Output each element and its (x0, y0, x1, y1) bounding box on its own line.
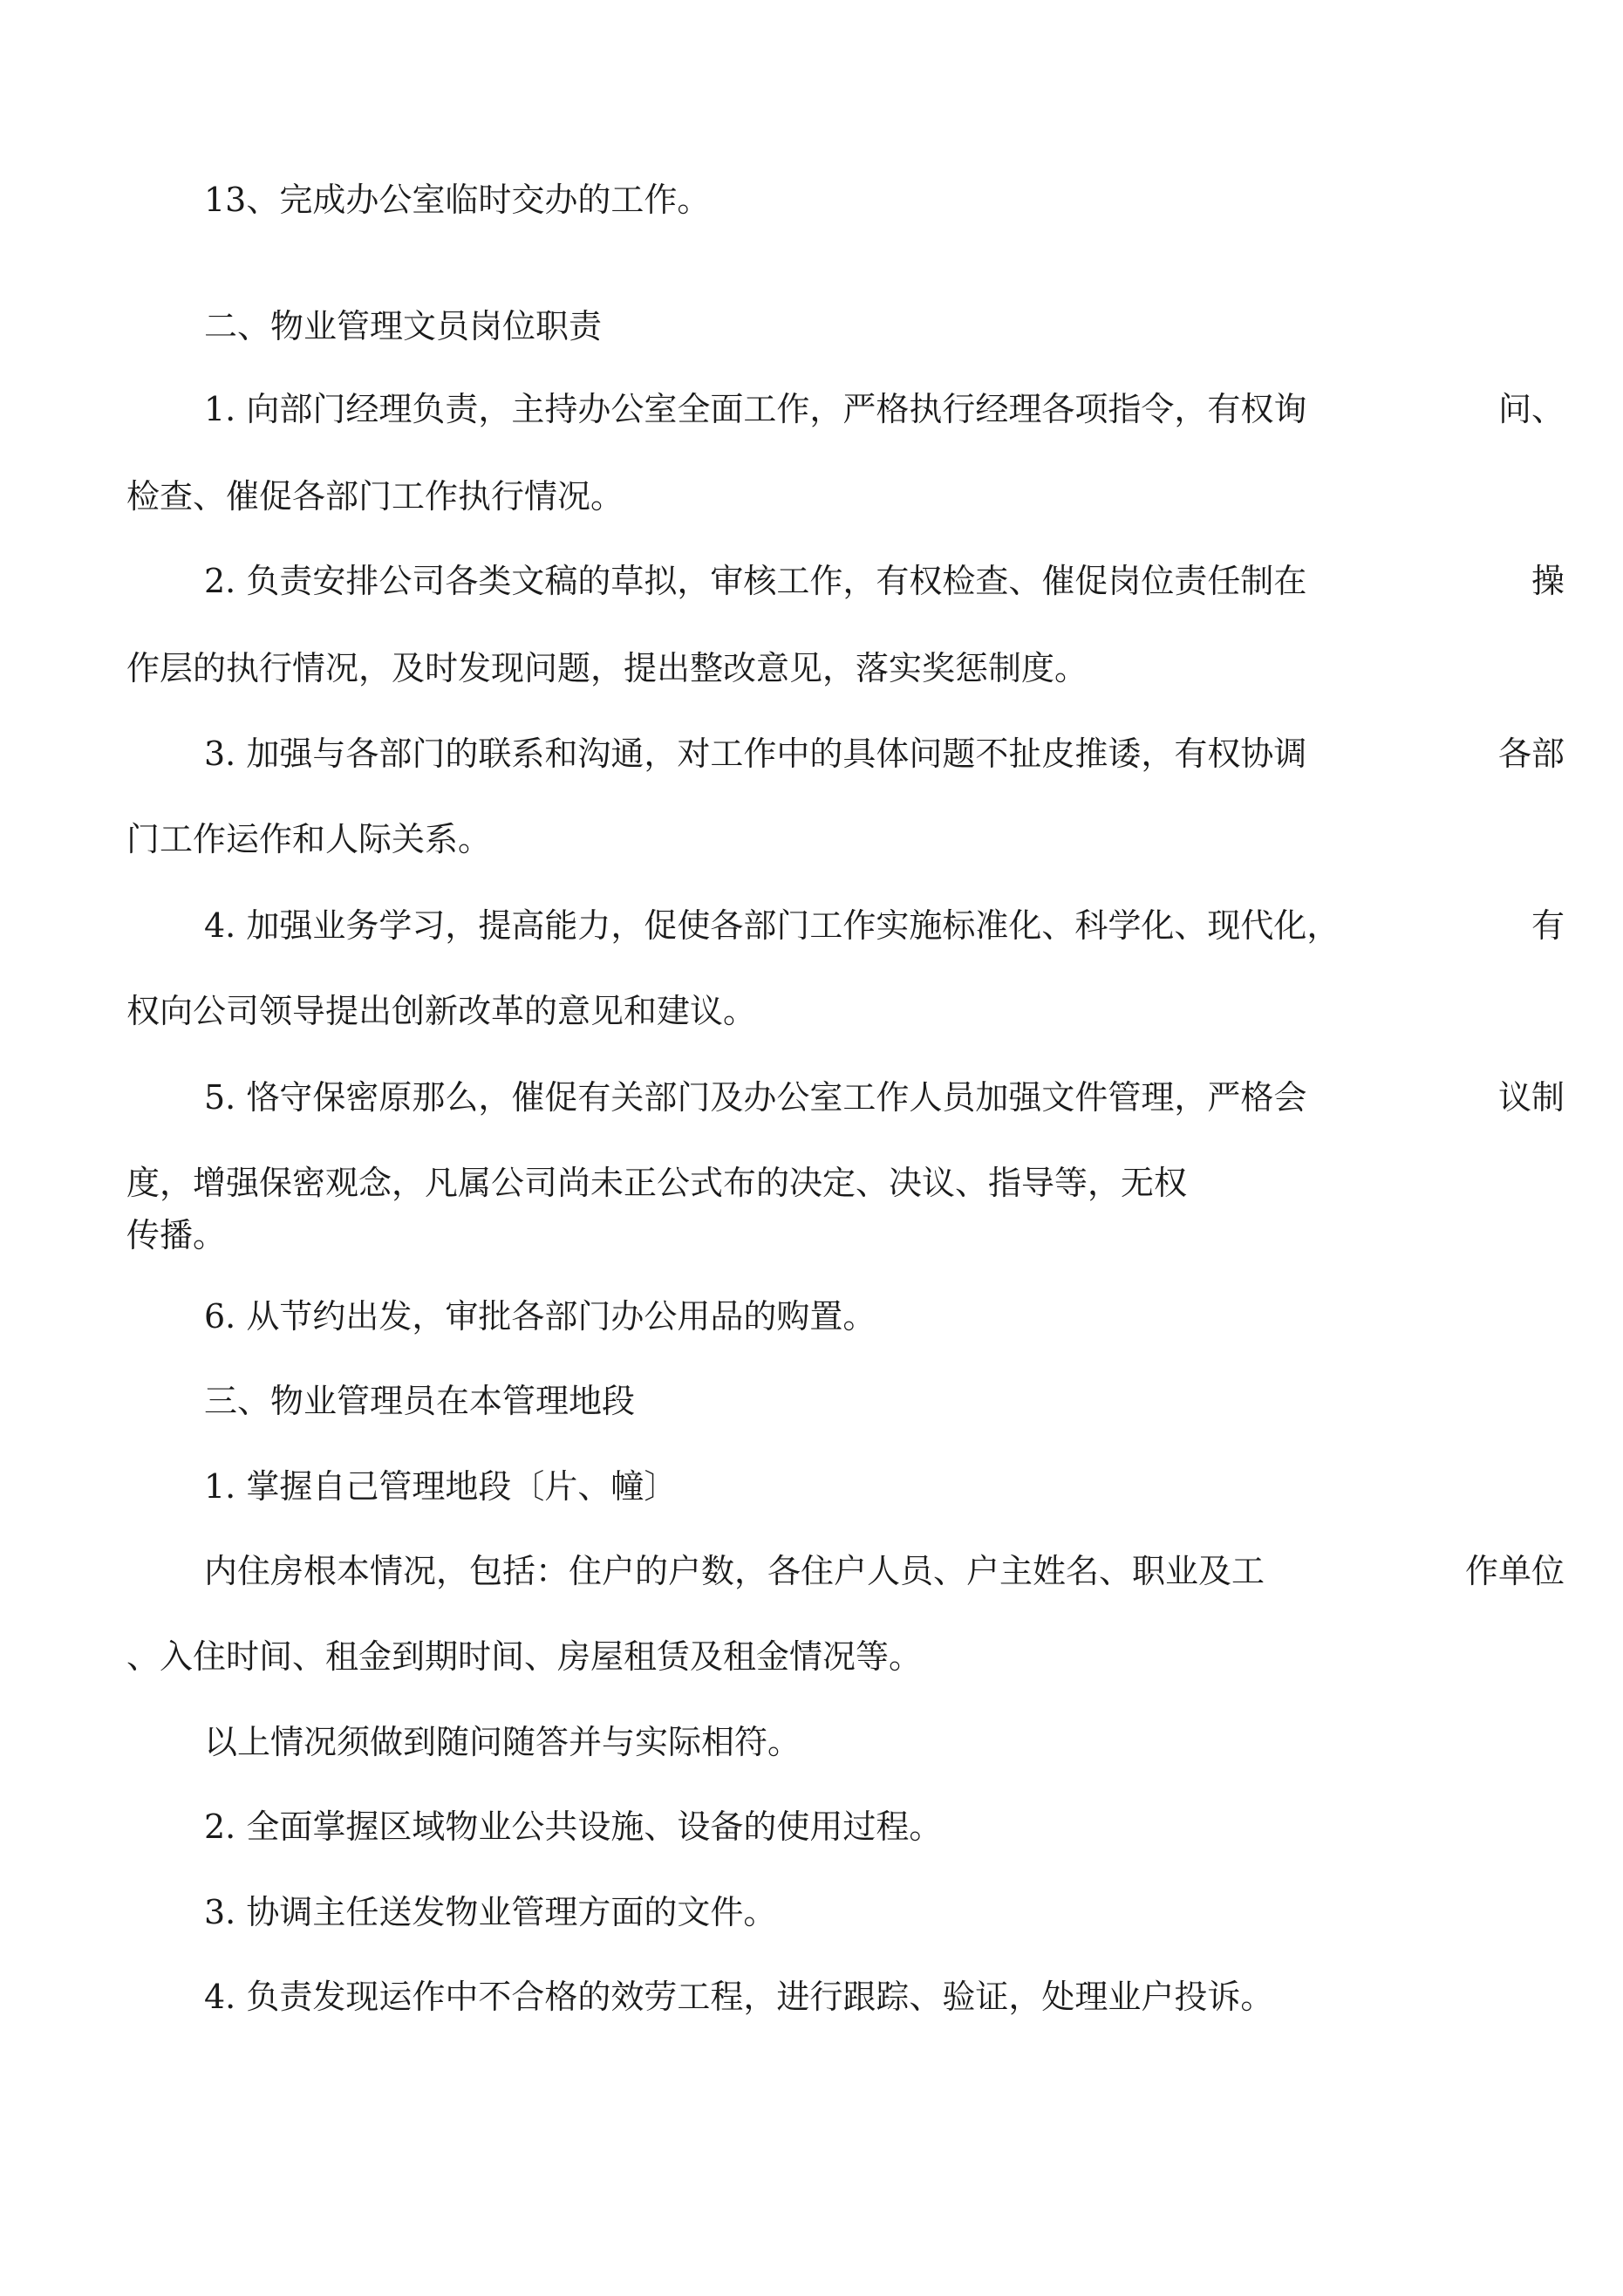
s2-p5-line1: 5. 恪守保密原那么，催促有关部门及办公室工作人员加强文件管理，严格会 议制 (204, 1078, 1565, 1117)
s2-p5-line3: 传播。 (126, 1216, 227, 1254)
s3-p1-note: 以上情况须做到随问随答并与实际相符。 (204, 1723, 801, 1761)
s3-p1-detail-line1: 内住房根本情况，包括：住户的户数，各住户人员、户主姓名、职业及工 作单位 (204, 1552, 1565, 1590)
item-13: 13、完成办公室临时交办的工作。 (204, 181, 711, 219)
s2-p2-line1: 2. 负责安排公司各类文稿的草拟，审核工作，有权检查、催促岗位责任制在 操 (204, 562, 1565, 600)
s3-p1-detail-line2: 、入住时间、租金到期时间、房屋租赁及租金情况等。 (126, 1637, 923, 1676)
s2-p1-line2: 检查、催促各部门工作执行情况。 (126, 477, 624, 516)
s2-p5-line2: 度，增强保密观念，凡属公司尚未正公式布的决定、决议、指导等，无权 (126, 1164, 1188, 1202)
s2-p1-line1: 1. 向部门经理负责，主持办公室全面工作，严格执行经理各项指令，有权询 问、 (204, 390, 1565, 428)
s2-p3-line2: 门工作运作和人际关系。 (126, 820, 492, 858)
s2-p3-line1: 3. 加强与各部门的联系和沟通，对工作中的具体问题不扯皮推诿，有权协调 各部 (204, 735, 1565, 773)
s2-p6: 6. 从节约出发，审批各部门办公用品的购置。 (204, 1297, 876, 1336)
section-2-title: 二、物业管理文员岗位职责 (204, 307, 603, 345)
section-3-title: 三、物业管理员在本管理地段 (204, 1382, 636, 1420)
s2-p4-line2: 权向公司领导提出创新改革的意见和建议。 (126, 992, 757, 1030)
s3-p4: 4. 负责发现运作中不合格的效劳工程，进行跟踪、验证，处理业户投诉。 (204, 1978, 1274, 2016)
s3-p2: 2. 全面掌握区域物业公共设施、设备的使用过程。 (204, 1807, 943, 1846)
s3-p1: 1. 掌握自己管理地段〔片、幢〕 (204, 1467, 678, 1506)
s3-p3: 3. 协调主任送发物业管理方面的文件。 (204, 1893, 777, 1931)
s2-p4-line1: 4. 加强业务学习，提高能力，促使各部门工作实施标准化、科学化、现代化， 有 (204, 906, 1565, 945)
s2-p2-line2: 作层的执行情况，及时发现问题，提出整改意见，落实奖惩制度。 (126, 649, 1088, 687)
